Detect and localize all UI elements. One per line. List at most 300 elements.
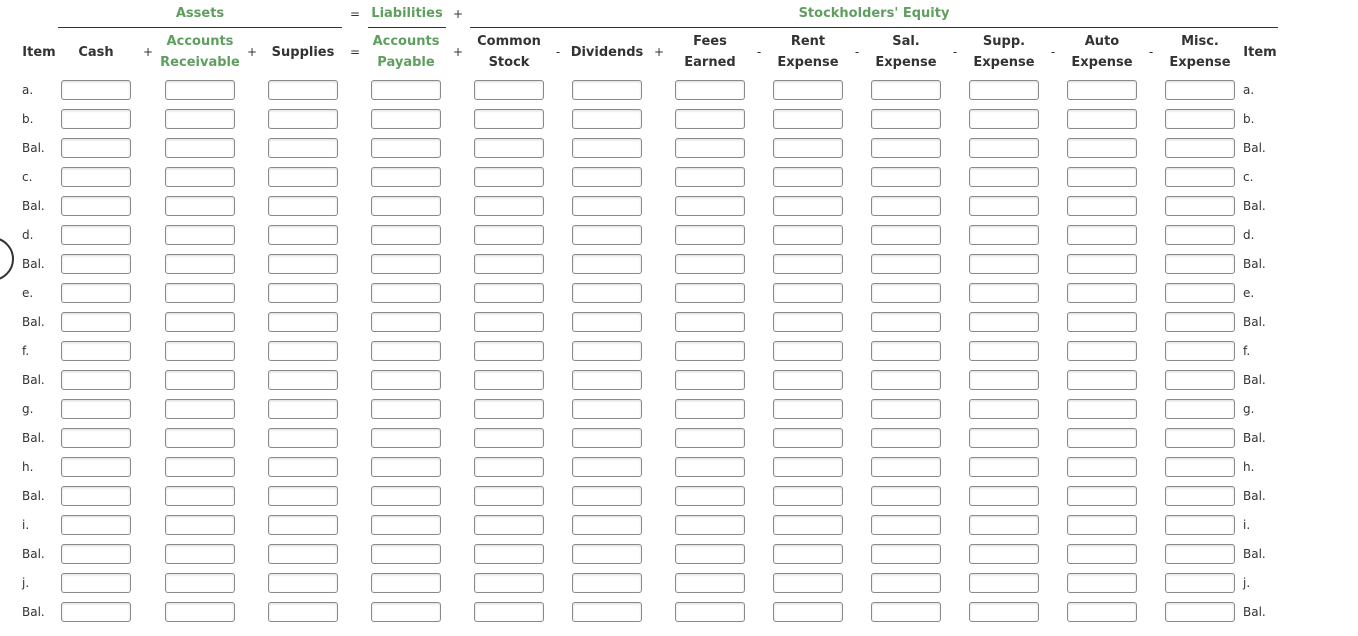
row-label-right: c.: [1243, 170, 1254, 184]
dividends-input[interactable]: [572, 196, 642, 216]
rent-expense-input[interactable]: [773, 167, 843, 187]
column-operator: -: [854, 45, 860, 59]
column-operator: -: [952, 45, 958, 59]
row-label-right: Bal.: [1243, 431, 1266, 445]
supp-expense-input[interactable]: [969, 225, 1039, 245]
supplies-input[interactable]: [268, 399, 338, 419]
supp-expense-input[interactable]: [969, 312, 1039, 332]
supp-expense-input[interactable]: [969, 138, 1039, 158]
row-label-right: b.: [1243, 112, 1255, 126]
column-operator: +: [142, 45, 154, 59]
accounts-receivable-input[interactable]: [165, 312, 235, 332]
cash-input[interactable]: [61, 602, 131, 622]
cash-input[interactable]: [61, 457, 131, 477]
rent-expense-input[interactable]: [773, 80, 843, 100]
dividends-input[interactable]: [572, 225, 642, 245]
auto-expense-input[interactable]: [1067, 341, 1137, 361]
cash-input[interactable]: [61, 341, 131, 361]
accounts-payable-input[interactable]: [371, 138, 441, 158]
rent-expense-input[interactable]: [773, 312, 843, 332]
misc-expense-input[interactable]: [1165, 602, 1235, 622]
column-operator: -: [1050, 45, 1056, 59]
dividends-input[interactable]: [572, 428, 642, 448]
rent-expense-input[interactable]: [773, 109, 843, 129]
accounts-payable-input[interactable]: [371, 254, 441, 274]
auto-expense-input[interactable]: [1067, 283, 1137, 303]
auto-expense-input[interactable]: [1067, 573, 1137, 593]
partial-circle-icon: [0, 237, 14, 281]
row-label-right: f.: [1243, 344, 1251, 358]
column-header-accounts-payable: Accounts Payable: [372, 34, 440, 70]
dividends-input[interactable]: [572, 573, 642, 593]
column-header-supplies: Supplies: [271, 44, 335, 60]
misc-expense-input[interactable]: [1165, 283, 1235, 303]
accounts-receivable-input[interactable]: [165, 602, 235, 622]
accounts-receivable-input[interactable]: [165, 341, 235, 361]
auto-expense-input[interactable]: [1067, 312, 1137, 332]
fees-earned-input[interactable]: [675, 138, 745, 158]
dividends-input[interactable]: [572, 457, 642, 477]
sal-expense-input[interactable]: [871, 138, 941, 158]
auto-expense-input[interactable]: [1067, 515, 1137, 535]
group-underline-equity: [470, 27, 1278, 28]
supplies-input[interactable]: [268, 138, 338, 158]
accounts-receivable-input[interactable]: [165, 138, 235, 158]
common-stock-input[interactable]: [474, 254, 544, 274]
row-label-left: h.: [22, 460, 34, 474]
fees-earned-input[interactable]: [675, 312, 745, 332]
supp-expense-input[interactable]: [969, 109, 1039, 129]
column-header-dividends: Dividends: [570, 44, 644, 60]
rent-expense-input[interactable]: [773, 225, 843, 245]
misc-expense-input[interactable]: [1165, 80, 1235, 100]
dividends-input[interactable]: [572, 341, 642, 361]
supp-expense-input[interactable]: [969, 457, 1039, 477]
sal-expense-input[interactable]: [871, 457, 941, 477]
misc-expense-input[interactable]: [1165, 370, 1235, 390]
row-label-left: Bal.: [22, 431, 45, 445]
row-label-right: Bal.: [1243, 257, 1266, 271]
row-label-left: i.: [22, 518, 30, 532]
accounts-receivable-input[interactable]: [165, 370, 235, 390]
cash-input[interactable]: [61, 399, 131, 419]
accounts-receivable-input[interactable]: [165, 225, 235, 245]
row-label-right: Bal.: [1243, 199, 1266, 213]
supplies-input[interactable]: [268, 515, 338, 535]
group-underline-liabilities: [368, 27, 446, 28]
row-label-left: b.: [22, 112, 34, 126]
row-label-right: j.: [1243, 576, 1251, 590]
row-label-right: i.: [1243, 518, 1251, 532]
row-label-left: Bal.: [22, 489, 45, 503]
misc-expense-input[interactable]: [1165, 254, 1235, 274]
misc-expense-input[interactable]: [1165, 312, 1235, 332]
accounts-receivable-input[interactable]: [165, 399, 235, 419]
row-label-left: j.: [22, 576, 30, 590]
supp-expense-input[interactable]: [969, 254, 1039, 274]
common-stock-input[interactable]: [474, 138, 544, 158]
cash-input[interactable]: [61, 486, 131, 506]
supplies-input[interactable]: [268, 254, 338, 274]
misc-expense-input[interactable]: [1165, 486, 1235, 506]
column-header-sal-expense: Sal. Expense: [875, 34, 937, 70]
supplies-input[interactable]: [268, 196, 338, 216]
row-label-right: g.: [1243, 402, 1255, 416]
accounts-receivable-input[interactable]: [165, 80, 235, 100]
auto-expense-input[interactable]: [1067, 457, 1137, 477]
column-operator: -: [1148, 45, 1154, 59]
common-stock-input[interactable]: [474, 573, 544, 593]
sal-expense-input[interactable]: [871, 196, 941, 216]
rent-expense-input[interactable]: [773, 457, 843, 477]
common-stock-input[interactable]: [474, 283, 544, 303]
fees-earned-input[interactable]: [675, 196, 745, 216]
cash-input[interactable]: [61, 283, 131, 303]
row-label-left: Bal.: [22, 315, 45, 329]
fees-earned-input[interactable]: [675, 486, 745, 506]
accounts-payable-input[interactable]: [371, 515, 441, 535]
accounts-payable-input[interactable]: [371, 225, 441, 245]
dividends-input[interactable]: [572, 80, 642, 100]
auto-expense-input[interactable]: [1067, 602, 1137, 622]
row-label-left: Bal.: [22, 605, 45, 619]
fees-earned-input[interactable]: [675, 428, 745, 448]
common-stock-input[interactable]: [474, 602, 544, 622]
supp-expense-input[interactable]: [969, 167, 1039, 187]
fees-earned-input[interactable]: [675, 515, 745, 535]
supplies-input[interactable]: [268, 225, 338, 245]
row-label-left: a.: [22, 83, 34, 97]
auto-expense-input[interactable]: [1067, 399, 1137, 419]
auto-expense-input[interactable]: [1067, 544, 1137, 564]
column-header-accounts-receivable: Accounts Receivable: [160, 34, 240, 70]
accounts-receivable-input[interactable]: [165, 254, 235, 274]
common-stock-input[interactable]: [474, 196, 544, 216]
fees-earned-input[interactable]: [675, 370, 745, 390]
rent-expense-input[interactable]: [773, 370, 843, 390]
accounts-payable-input[interactable]: [371, 341, 441, 361]
sal-expense-input[interactable]: [871, 341, 941, 361]
cash-input[interactable]: [61, 544, 131, 564]
supplies-input[interactable]: [268, 370, 338, 390]
rent-expense-input[interactable]: [773, 544, 843, 564]
dividends-input[interactable]: [572, 370, 642, 390]
supp-expense-input[interactable]: [969, 428, 1039, 448]
fees-earned-input[interactable]: [675, 167, 745, 187]
fees-earned-input[interactable]: [675, 109, 745, 129]
dividends-input[interactable]: [572, 515, 642, 535]
group-underline-assets: [58, 27, 342, 28]
sal-expense-input[interactable]: [871, 254, 941, 274]
dividends-input[interactable]: [572, 486, 642, 506]
supp-expense-input[interactable]: [969, 602, 1039, 622]
supp-expense-input[interactable]: [969, 283, 1039, 303]
accounts-receivable-input[interactable]: [165, 486, 235, 506]
rent-expense-input[interactable]: [773, 254, 843, 274]
dividends-input[interactable]: [572, 399, 642, 419]
supplies-input[interactable]: [268, 80, 338, 100]
cash-input[interactable]: [61, 109, 131, 129]
sal-expense-input[interactable]: [871, 428, 941, 448]
accounts-receivable-input[interactable]: [165, 544, 235, 564]
auto-expense-input[interactable]: [1067, 109, 1137, 129]
rent-expense-input[interactable]: [773, 515, 843, 535]
accounts-payable-input[interactable]: [371, 457, 441, 477]
supp-expense-input[interactable]: [969, 341, 1039, 361]
accounts-payable-input[interactable]: [371, 196, 441, 216]
misc-expense-input[interactable]: [1165, 225, 1235, 245]
dividends-input[interactable]: [572, 254, 642, 274]
column-operator: -: [756, 45, 762, 59]
cash-input[interactable]: [61, 138, 131, 158]
accounts-receivable-input[interactable]: [165, 515, 235, 535]
column-header-common-stock: Common Stock: [477, 34, 541, 70]
dividends-input[interactable]: [572, 544, 642, 564]
dividends-input[interactable]: [572, 109, 642, 129]
common-stock-input[interactable]: [474, 399, 544, 419]
common-stock-input[interactable]: [474, 457, 544, 477]
supp-expense-input[interactable]: [969, 515, 1039, 535]
accounts-receivable-input[interactable]: [165, 457, 235, 477]
supp-expense-input[interactable]: [969, 486, 1039, 506]
cash-input[interactable]: [61, 312, 131, 332]
dividends-input[interactable]: [572, 602, 642, 622]
row-label-right: e.: [1243, 286, 1255, 300]
column-header-fees-earned: Fees Earned: [684, 34, 736, 70]
fees-earned-input[interactable]: [675, 80, 745, 100]
row-label-right: h.: [1243, 460, 1255, 474]
accounts-receivable-input[interactable]: [165, 196, 235, 216]
accounts-receivable-input[interactable]: [165, 573, 235, 593]
rent-expense-input[interactable]: [773, 486, 843, 506]
supplies-input[interactable]: [268, 486, 338, 506]
dividends-input[interactable]: [572, 138, 642, 158]
common-stock-input[interactable]: [474, 312, 544, 332]
misc-expense-input[interactable]: [1165, 457, 1235, 477]
common-stock-input[interactable]: [474, 515, 544, 535]
common-stock-input[interactable]: [474, 341, 544, 361]
row-label-right: d.: [1243, 228, 1255, 242]
misc-expense-input[interactable]: [1165, 109, 1235, 129]
row-label-right: Bal.: [1243, 141, 1266, 155]
row-label-right: Bal.: [1243, 547, 1266, 561]
misc-expense-input[interactable]: [1165, 544, 1235, 564]
sal-expense-input[interactable]: [871, 312, 941, 332]
row-label-left: d.: [22, 228, 34, 242]
sal-expense-input[interactable]: [871, 225, 941, 245]
misc-expense-input[interactable]: [1165, 515, 1235, 535]
row-label-left: Bal.: [22, 257, 45, 271]
row-label-right: Bal.: [1243, 373, 1266, 387]
common-stock-input[interactable]: [474, 109, 544, 129]
supp-expense-input[interactable]: [969, 399, 1039, 419]
sal-expense-input[interactable]: [871, 370, 941, 390]
cash-input[interactable]: [61, 515, 131, 535]
fees-earned-input[interactable]: [675, 283, 745, 303]
column-header-cash: Cash: [78, 44, 114, 60]
group-operator-plus: +: [452, 7, 464, 21]
misc-expense-input[interactable]: [1165, 399, 1235, 419]
cash-input[interactable]: [61, 370, 131, 390]
accounts-payable-input[interactable]: [371, 109, 441, 129]
auto-expense-input[interactable]: [1067, 167, 1137, 187]
accounts-receivable-input[interactable]: [165, 428, 235, 448]
row-label-left: g.: [22, 402, 34, 416]
accounts-payable-input[interactable]: [371, 283, 441, 303]
dividends-input[interactable]: [572, 312, 642, 332]
fees-earned-input[interactable]: [675, 457, 745, 477]
auto-expense-input[interactable]: [1067, 428, 1137, 448]
common-stock-input[interactable]: [474, 80, 544, 100]
sal-expense-input[interactable]: [871, 573, 941, 593]
supp-expense-input[interactable]: [969, 544, 1039, 564]
accounts-receivable-input[interactable]: [165, 109, 235, 129]
misc-expense-input[interactable]: [1165, 573, 1235, 593]
fees-earned-input[interactable]: [675, 544, 745, 564]
cash-input[interactable]: [61, 196, 131, 216]
auto-expense-input[interactable]: [1067, 138, 1137, 158]
common-stock-input[interactable]: [474, 225, 544, 245]
accounts-payable-input[interactable]: [371, 370, 441, 390]
row-label-left: f.: [22, 344, 30, 358]
fees-earned-input[interactable]: [675, 602, 745, 622]
accounts-payable-input[interactable]: [371, 486, 441, 506]
column-operator: -: [555, 45, 561, 59]
supplies-input[interactable]: [268, 283, 338, 303]
column-operator: =: [349, 45, 361, 59]
row-label-right: Bal.: [1243, 605, 1266, 619]
supplies-input[interactable]: [268, 573, 338, 593]
dividends-input[interactable]: [572, 283, 642, 303]
misc-expense-input[interactable]: [1165, 138, 1235, 158]
group-header-liabilities: Liabilities: [371, 6, 443, 21]
item-header-right: Item: [1243, 44, 1277, 60]
auto-expense-input[interactable]: [1067, 254, 1137, 274]
row-label-left: e.: [22, 286, 34, 300]
supplies-input[interactable]: [268, 109, 338, 129]
fees-earned-input[interactable]: [675, 254, 745, 274]
cash-input[interactable]: [61, 254, 131, 274]
supp-expense-input[interactable]: [969, 370, 1039, 390]
rent-expense-input[interactable]: [773, 399, 843, 419]
auto-expense-input[interactable]: [1067, 225, 1137, 245]
auto-expense-input[interactable]: [1067, 80, 1137, 100]
group-operator-equals: =: [349, 7, 361, 21]
rent-expense-input[interactable]: [773, 341, 843, 361]
accounts-payable-input[interactable]: [371, 602, 441, 622]
accounts-receivable-input[interactable]: [165, 283, 235, 303]
common-stock-input[interactable]: [474, 486, 544, 506]
column-operator: +: [246, 45, 258, 59]
sal-expense-input[interactable]: [871, 486, 941, 506]
common-stock-input[interactable]: [474, 370, 544, 390]
accounts-payable-input[interactable]: [371, 80, 441, 100]
sal-expense-input[interactable]: [871, 80, 941, 100]
supplies-input[interactable]: [268, 312, 338, 332]
cash-input[interactable]: [61, 573, 131, 593]
column-operator: +: [653, 45, 665, 59]
accounts-payable-input[interactable]: [371, 167, 441, 187]
column-header-rent-expense: Rent Expense: [777, 34, 839, 70]
sal-expense-input[interactable]: [871, 515, 941, 535]
row-label-right: Bal.: [1243, 489, 1266, 503]
rent-expense-input[interactable]: [773, 138, 843, 158]
accounts-payable-input[interactable]: [371, 312, 441, 332]
group-header-equity: Stockholders' Equity: [798, 6, 950, 21]
supplies-input[interactable]: [268, 167, 338, 187]
supplies-input[interactable]: [268, 602, 338, 622]
fees-earned-input[interactable]: [675, 399, 745, 419]
misc-expense-input[interactable]: [1165, 341, 1235, 361]
fees-earned-input[interactable]: [675, 341, 745, 361]
rent-expense-input[interactable]: [773, 602, 843, 622]
rent-expense-input[interactable]: [773, 428, 843, 448]
rent-expense-input[interactable]: [773, 283, 843, 303]
group-header-assets: Assets: [175, 6, 225, 21]
accounts-payable-input[interactable]: [371, 544, 441, 564]
fees-earned-input[interactable]: [675, 573, 745, 593]
common-stock-input[interactable]: [474, 428, 544, 448]
item-header-left: Item: [22, 44, 56, 60]
misc-expense-input[interactable]: [1165, 167, 1235, 187]
supp-expense-input[interactable]: [969, 80, 1039, 100]
cash-input[interactable]: [61, 428, 131, 448]
column-header-auto-expense: Auto Expense: [1071, 34, 1133, 70]
cash-input[interactable]: [61, 167, 131, 187]
common-stock-input[interactable]: [474, 544, 544, 564]
cash-input[interactable]: [61, 225, 131, 245]
supp-expense-input[interactable]: [969, 573, 1039, 593]
misc-expense-input[interactable]: [1165, 428, 1235, 448]
rent-expense-input[interactable]: [773, 573, 843, 593]
misc-expense-input[interactable]: [1165, 196, 1235, 216]
row-label-left: Bal.: [22, 547, 45, 561]
accounts-payable-input[interactable]: [371, 428, 441, 448]
fees-earned-input[interactable]: [675, 225, 745, 245]
supplies-input[interactable]: [268, 544, 338, 564]
accounts-receivable-input[interactable]: [165, 167, 235, 187]
sal-expense-input[interactable]: [871, 283, 941, 303]
cash-input[interactable]: [61, 80, 131, 100]
auto-expense-input[interactable]: [1067, 486, 1137, 506]
supplies-input[interactable]: [268, 428, 338, 448]
auto-expense-input[interactable]: [1067, 196, 1137, 216]
auto-expense-input[interactable]: [1067, 370, 1137, 390]
supplies-input[interactable]: [268, 341, 338, 361]
rent-expense-input[interactable]: [773, 196, 843, 216]
accounts-payable-input[interactable]: [371, 573, 441, 593]
row-label-left: Bal.: [22, 199, 45, 213]
sal-expense-input[interactable]: [871, 167, 941, 187]
column-operator: +: [452, 45, 464, 59]
row-label-right: a.: [1243, 83, 1255, 97]
column-header-misc-expense: Misc. Expense: [1169, 34, 1231, 70]
sal-expense-input[interactable]: [871, 602, 941, 622]
dividends-input[interactable]: [572, 167, 642, 187]
common-stock-input[interactable]: [474, 167, 544, 187]
supp-expense-input[interactable]: [969, 196, 1039, 216]
sal-expense-input[interactable]: [871, 399, 941, 419]
row-label-left: c.: [22, 170, 33, 184]
supplies-input[interactable]: [268, 457, 338, 477]
column-header-supp-expense: Supp. Expense: [973, 34, 1035, 70]
sal-expense-input[interactable]: [871, 109, 941, 129]
row-label-left: Bal.: [22, 141, 45, 155]
accounts-payable-input[interactable]: [371, 399, 441, 419]
sal-expense-input[interactable]: [871, 544, 941, 564]
row-label-right: Bal.: [1243, 315, 1266, 329]
row-label-left: Bal.: [22, 373, 45, 387]
